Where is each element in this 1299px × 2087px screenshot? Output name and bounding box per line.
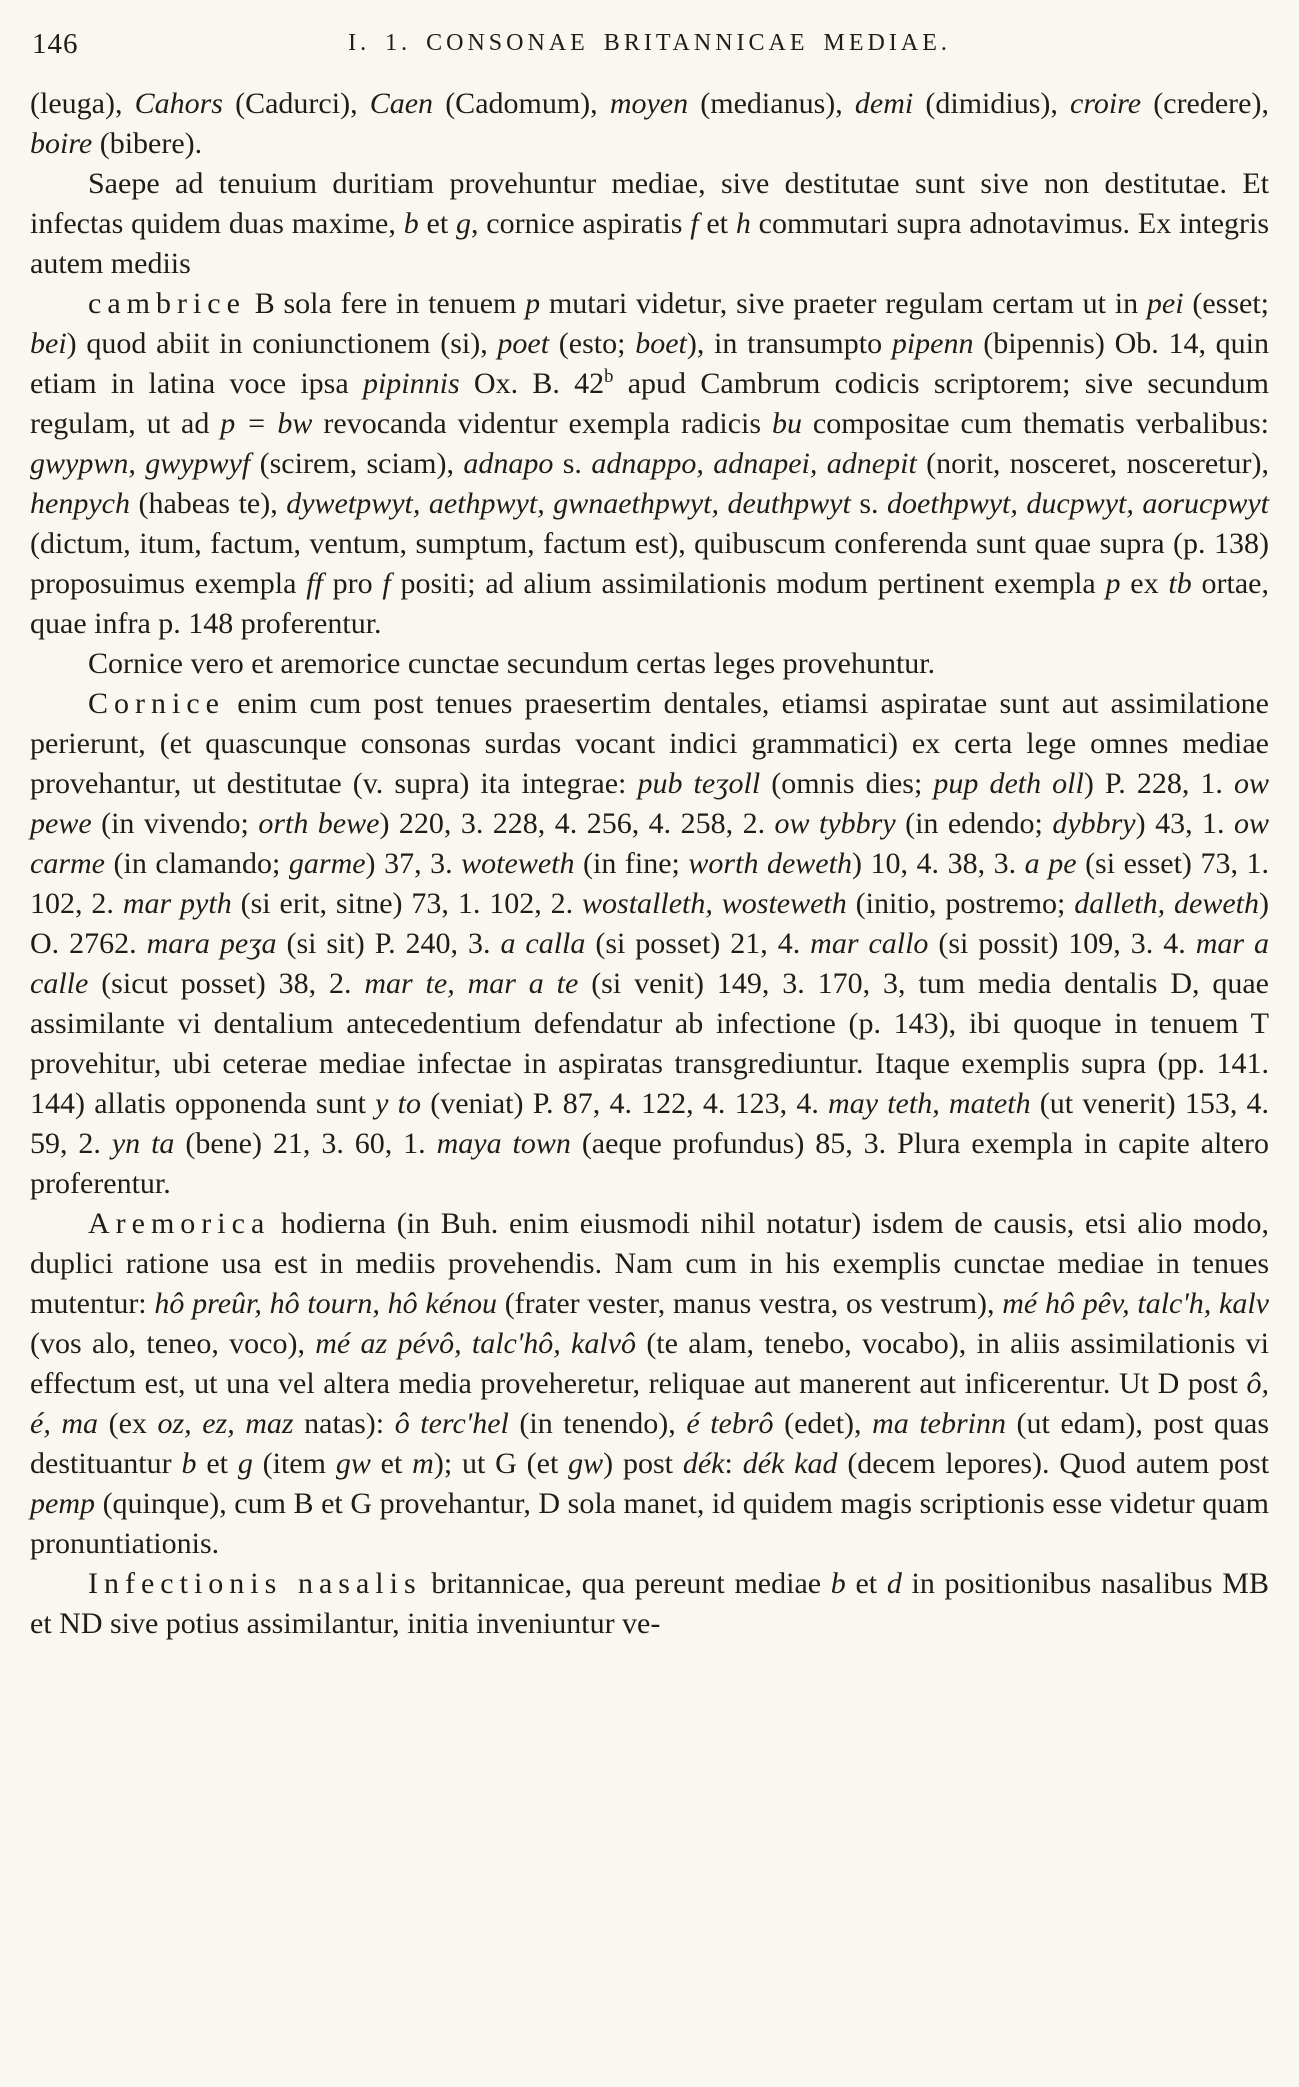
text: (Cadurci), bbox=[222, 87, 370, 120]
italic-text: h bbox=[735, 207, 751, 240]
text: Cornice vero et aremorice cunctae secundum certas leges provehuntur. bbox=[88, 647, 936, 680]
italic-text: hô preûr, hô tourn, hô kénou bbox=[154, 1287, 497, 1320]
text: et bbox=[845, 1567, 887, 1600]
italic-text: dék kad bbox=[742, 1447, 838, 1480]
text: (aeque profundus) 85, 3. Plura exempla in capite altero proferentur. bbox=[30, 1127, 1270, 1200]
text: (si possit) 109, 3. 4. bbox=[928, 927, 1196, 960]
italic-text: tb bbox=[1168, 567, 1192, 600]
text: s. bbox=[850, 487, 888, 520]
text: (si sit) P. 240, 3. bbox=[276, 927, 501, 960]
italic-text: mar pyth bbox=[122, 887, 232, 920]
text: (in tenendo), bbox=[508, 1407, 687, 1440]
running-title: I. 1. CONSONAE BRITANNICAE MEDIAE. bbox=[348, 30, 951, 56]
italic-text: g bbox=[455, 207, 471, 240]
italic-text: dybbry bbox=[1052, 807, 1136, 840]
italic-text: y to bbox=[375, 1087, 421, 1120]
italic-text: b bbox=[181, 1447, 197, 1480]
text: (esset; bbox=[1183, 287, 1269, 320]
italic-text: worth deweth bbox=[688, 847, 852, 880]
text: ) 43, 1. bbox=[1135, 807, 1234, 840]
text: (omnis dies; bbox=[760, 767, 934, 800]
text: (sicut posset) 38, 2. bbox=[88, 967, 365, 1000]
text: (edet), bbox=[773, 1407, 873, 1440]
italic-text: a pe bbox=[1024, 847, 1077, 880]
text: (habeas te), bbox=[129, 487, 287, 520]
text: B sola fere in tenuem bbox=[245, 287, 526, 320]
text: (ut edam), post quas destituantur bbox=[30, 1407, 1270, 1480]
text: ) 37, 3. bbox=[365, 847, 462, 880]
italic-text: boet bbox=[635, 327, 687, 360]
italic-text: henpych bbox=[30, 487, 130, 520]
text: (in vivendo; bbox=[91, 807, 259, 840]
text: (si posset) 21, 4. bbox=[585, 927, 811, 960]
text: , cornice aspiratis bbox=[470, 207, 691, 240]
italic-text: yn ta bbox=[111, 1127, 175, 1160]
text: (in fine; bbox=[574, 847, 689, 880]
text: ) 220, 3. 228, 4. 256, 4. 258, 2. bbox=[379, 807, 775, 840]
text: (scirem, sciam), bbox=[250, 447, 464, 480]
paragraph bbox=[30, 1564, 1269, 1644]
italic-text: croire bbox=[1070, 87, 1142, 120]
text: (si esset) 73, 1. 102, 2. bbox=[30, 847, 1269, 920]
italic-text: ma tebrinn bbox=[872, 1407, 1006, 1440]
italic-text: oz, ez, maz bbox=[157, 1407, 294, 1440]
italic-text: ff bbox=[306, 567, 323, 600]
text: ) O. 2762. bbox=[30, 887, 1269, 960]
text: (initio, postremo; bbox=[846, 887, 1075, 920]
italic-text: Cahors bbox=[134, 87, 223, 120]
italic-text: pup deth oll bbox=[933, 767, 1084, 800]
italic-text: b bbox=[830, 1567, 846, 1600]
text: (bene) 21, 3. 60, 1. bbox=[174, 1127, 437, 1160]
italic-text: Caen bbox=[369, 87, 434, 120]
text: (decem lepores). Quod autem post bbox=[837, 1447, 1270, 1480]
text: (frater vester, manus vestra, os vestrum), bbox=[496, 1287, 1003, 1320]
text: britannicae, qua pereunt mediae bbox=[421, 1567, 831, 1600]
text: in positionibus nasalibus MB et ND sive potius assimilantur, initia inveniuntur ve- bbox=[30, 1567, 1269, 1640]
spaced-text: Aremorica bbox=[88, 1207, 271, 1240]
italic-text: adnapo bbox=[463, 447, 554, 480]
italic-text: dywetpwyt, aethpwyt, gwnaethpwyt, deuthpwyt bbox=[286, 487, 851, 520]
italic-text: ow tybbry bbox=[774, 807, 896, 840]
italic-text: f bbox=[382, 567, 391, 600]
italic-text: ow carme bbox=[30, 807, 1269, 880]
italic-text: pipinnis bbox=[362, 367, 460, 400]
text: (in edendo; bbox=[895, 807, 1053, 840]
page-header bbox=[30, 22, 1269, 84]
text: (si venit) 149, 3. 170, 3, tum media dentalis D, quae assimilante vi dentalium antecedentium defendatur ab infectione (p. 143), ibi quoque in tenuem T provehitur, ubi ceterae mediae infectae in aspiratas transgrediuntur. Itaque exemplis supra (pp. 141. 144) allatis opponenda sunt bbox=[30, 967, 1269, 1120]
text: (si erit, sitne) 73, 1. 102, 2. bbox=[231, 887, 583, 920]
italic-text: f bbox=[690, 207, 699, 240]
italic-text: mé hô pêv, talc'h, kalv bbox=[1002, 1287, 1269, 1320]
text: s. bbox=[553, 447, 592, 480]
text: (bibere). bbox=[92, 127, 203, 160]
italic-text: d bbox=[886, 1567, 902, 1600]
italic-text: moyen bbox=[609, 87, 689, 120]
superscript-text: b bbox=[604, 366, 614, 387]
italic-text: dék bbox=[682, 1447, 725, 1480]
paragraph bbox=[30, 684, 1269, 1204]
text: (veniat) P. 87, 4. 122, 4. 123, 4. bbox=[421, 1087, 829, 1120]
page-number: 146 bbox=[32, 28, 79, 60]
italic-text: gwypwn, gwypwyf bbox=[30, 447, 251, 480]
italic-text: pipenn bbox=[891, 327, 974, 360]
paragraph bbox=[30, 644, 1269, 684]
italic-text: ow pewe bbox=[30, 767, 1270, 840]
text: (quinque), cum B et G provehantur, D sola manet, id quidem magis scriptionis esse videtur quam pronuntiationis. bbox=[30, 1487, 1269, 1560]
italic-text: mar a calle bbox=[30, 927, 1269, 1000]
text: Saepe ad tenuium duritiam provehuntur mediae, sive destitutae sunt sive non destitutae. Et infectas quidem duas maxime, bbox=[30, 167, 1269, 240]
text: (Cadomum), bbox=[433, 87, 610, 120]
italic-text: demi bbox=[854, 87, 914, 120]
italic-text: adnappo, adnapei, adnepit bbox=[591, 447, 917, 480]
italic-text: p bbox=[525, 287, 541, 320]
text: (bipennis) Ob. 14, quin etiam in latina voce ipsa bbox=[30, 327, 1270, 400]
italic-text: p = bw bbox=[220, 407, 313, 440]
text: ); ut G (et bbox=[433, 1447, 569, 1480]
italic-text: doethpwyt, ducpwyt, aorucpwyt bbox=[887, 487, 1269, 520]
text: : bbox=[724, 1447, 743, 1480]
text: positi; ad alium assimilationis modum pertinent exempla bbox=[390, 567, 1106, 600]
italic-text: wostalleth, wosteweth bbox=[582, 887, 847, 920]
text: ) 10, 4. 38, 3. bbox=[851, 847, 1025, 880]
text: ex bbox=[1120, 567, 1169, 600]
italic-text: mé az pévô, talc'hô, kalvô bbox=[315, 1327, 637, 1360]
text: (norit, nosceret, nosceretur), bbox=[916, 447, 1270, 480]
italic-text: pei bbox=[1146, 287, 1184, 320]
text: (ex bbox=[98, 1407, 158, 1440]
italic-text: may teth, mateth bbox=[828, 1087, 1031, 1120]
text: (leuga), bbox=[30, 87, 135, 120]
italic-text: woteweth bbox=[461, 847, 575, 880]
text: commutari supra adnotavimus. Ex integris autem mediis bbox=[30, 207, 1270, 280]
text: Ox. B. 42 bbox=[459, 367, 605, 400]
text: compositae cum thematis verbalibus: bbox=[801, 407, 1269, 440]
italic-text: bu bbox=[771, 407, 802, 440]
text: ) P. 228, 1. bbox=[1083, 767, 1234, 800]
italic-text: pemp bbox=[30, 1487, 95, 1520]
text: enim cum post tenues praesertim dentales, etiamsi aspiratae sunt aut assimilatione perierunt, (et quascunque consonas surdas vocant indici grammatici) ex certa lege omnes mediae provehantur, ut destitutae (v. supra) ita integrae: bbox=[30, 687, 1269, 800]
paragraph bbox=[30, 84, 1269, 164]
text: (vos alo, teneo, voco), bbox=[30, 1327, 316, 1360]
text: (ut venerit) 153, 4. 59, 2. bbox=[30, 1087, 1270, 1160]
paragraph bbox=[30, 1204, 1269, 1564]
italic-text: mara peʒa bbox=[146, 927, 277, 960]
text: (credere), bbox=[1141, 87, 1269, 120]
text: ) post bbox=[603, 1447, 683, 1480]
text: et bbox=[698, 207, 736, 240]
italic-text: pub teʒoll bbox=[637, 767, 761, 800]
italic-text: bei bbox=[30, 327, 67, 360]
italic-text: a calla bbox=[500, 927, 586, 960]
paragraph bbox=[30, 164, 1269, 284]
page-body bbox=[30, 84, 1269, 1644]
text: ), in transumpto bbox=[686, 327, 892, 360]
text: mutari videtur, sive praeter regulam certam ut in bbox=[540, 287, 1147, 320]
italic-text: gw bbox=[335, 1447, 371, 1480]
text: pro bbox=[322, 567, 383, 600]
paragraph bbox=[30, 284, 1269, 644]
italic-text: gw bbox=[568, 1447, 604, 1480]
italic-text: poet bbox=[497, 327, 550, 360]
spaced-text: cambrice bbox=[88, 287, 246, 320]
text: (dictum, itum, factum, ventum, sumptum, factum est), quibuscum conferenda sunt quae supra (p. 138) proposuimus exempla bbox=[30, 527, 1269, 600]
italic-text: b bbox=[403, 207, 419, 240]
italic-text: mar callo bbox=[810, 927, 929, 960]
italic-text: dalleth, deweth bbox=[1074, 887, 1259, 920]
italic-text: mar te, mar a te bbox=[364, 967, 579, 1000]
italic-text: orth bewe bbox=[258, 807, 380, 840]
text: et bbox=[196, 1447, 238, 1480]
italic-text: é tebrô bbox=[686, 1407, 774, 1440]
text: (item bbox=[252, 1447, 336, 1480]
spaced-text: Infectionis nasalis bbox=[88, 1567, 422, 1600]
text: (dimidius), bbox=[913, 87, 1071, 120]
text: (in clamando; bbox=[104, 847, 289, 880]
text: ortae, quae infra p. 148 proferentur. bbox=[30, 567, 1269, 640]
spaced-text: Cornice bbox=[88, 687, 225, 720]
italic-text: p bbox=[1105, 567, 1121, 600]
text: natas): bbox=[293, 1407, 395, 1440]
text: (te alam, tenebo, vocabo), in aliis assimilationis vi effectum est, ut una vel altera media proveheretur, reliquae aut manerent aut inficerentur. Ut D post bbox=[30, 1327, 1269, 1400]
text: (esto; bbox=[549, 327, 636, 360]
text: ) quod abiit in coniunctionem (si), bbox=[66, 327, 498, 360]
text: revocanda videntur exempla radicis bbox=[312, 407, 772, 440]
text: et bbox=[370, 1447, 413, 1480]
text: et bbox=[418, 207, 456, 240]
italic-text: garme bbox=[288, 847, 366, 880]
text: hodierna (in Buh. enim eiusmodi nihil notatur) isdem de causis, etsi alio modo, duplici ratione usa est in mediis provehendis. Nam cum in his exemplis cunctae mediae in tenues mutentur: bbox=[30, 1207, 1269, 1320]
italic-text: g bbox=[237, 1447, 253, 1480]
italic-text: boire bbox=[30, 127, 93, 160]
italic-text: ô terc'hel bbox=[394, 1407, 509, 1440]
text: apud Cambrum codicis scriptorem; sive secundum regulam, ut ad bbox=[30, 367, 1269, 440]
italic-text: m bbox=[412, 1447, 434, 1480]
text: (medianus), bbox=[688, 87, 855, 120]
italic-text: ô, é, ma bbox=[30, 1367, 1269, 1440]
italic-text: maya town bbox=[436, 1127, 571, 1160]
